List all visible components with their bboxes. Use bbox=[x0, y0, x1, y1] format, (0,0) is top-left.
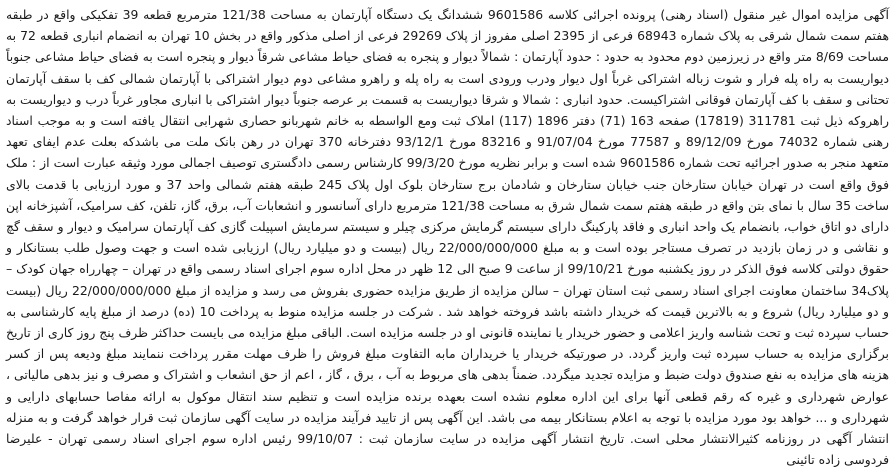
notice-body-text: آگهی مزایده اموال غیر منقول (اسناد رهنی) پرونده اجرائی کلاسه 9601586 ششدانگ یک دستگاه آپارتمان به مساحت 121/38 مترمربع قطعه 39 تفکیکی واقع در طبقه هفتم سمت شمال شرقی به پلاک شماره 68943 فرعی از 2395 اصلی مفروز از پلاک 29269 فرعی از اصلی مذکور واقع در بخش 10 تهران به انضمام انباری قطعه 72 به مساحت 8/69 متر واقع در زیرزمین دوم محدود به حدود : حدود آپارتمان : شمالاً دیوار و پنجره به فضای حیاط مشاعی شرقاً دیوار و پنجره است به فضای حیاط مشاعی جنوباً دیواریست به راه پله فرار و شوت زباله اشتراکی غرباً اول دیوار ودرب ورودی است به راه پله و راهرو مشاعی دوم دیوار اشتراکی با آپارتمان شمالی کف با سقف آپارتمان تحتانی و سقف با کف آپارتمان فوقانی اشتراکیست. حدود انباری : شمالا و شرقا دیواریست به قسمت بر عرصه جنوباً دیوار اشتراکی با انباری مجاور غرباً درب و دیواریست به راهروکه ذیل ثبت 311781 (17819) صفحه 163 (71) دفتر 1896 (117) املاک ثبت ومع الواسطه به خانم شهربانو حصاری شهرابی انتقال یافته است و به موجب اسناد رهنی شماره 74032 مورخ 89/12/09 و 77587 مورخ 91/07/04 و 83216 مورخ 93/12/1 دفترخانه 370 تهران در رهن بانک ملت می باشدکه بعلت عدم ایفای تعهد متعهد منجر به صدور اجرائیه تحت شماره 9601586 شده است و برابر نظریه مورخ 99/3/20 کارشناس رسمی دادگستری توصیف اجمالی مورد وثیقه عبارت است از : ملک فوق واقع است در تهران خیابان ستارخان جنب خیابان ستارخان و شادمان برج ستارخان بلوک اول پلاک 245 طبقه هفتم شمالی واحد 37 و مورد ارزیابی با قدمت بالای ساخت 35 سال با نمای بتن واقع در طبقه هفتم سمت شمال شرق به مساحت 121/38 مترمربع دارای آسانسور و انشعابات آب، برق، گاز، تلفن، کف سرامیک، آشپزخانه اپن دارای دو اتاق خواب، بانضمام یک واحد انباری و فاقد پارکینگ دارای سیستم گرمایش مرکزی چیلر و سیستم سرمایش اسپیلت گازی کف آپارتمان سرامیک و دیوار و سقف گچ و نقاشی و در زمان بازدید در تصرف مستاجر بوده است و به مبلغ 22/000/000/000 ریال (بیست و دو میلیارد ریال) ارزیابی شده است و جهت وصول طلب بستانکار و حقوق دولتی کلاسه فوق الذکر در روز یکشنبه مورخ 99/10/21 از ساعت 9 صبح الی 12 ظهر در محل اداره سوم اجرای اسناد رسمی واقع در تهران – چهارراه جهان کودک – پلاک34 ساختمان معاونت اجرای اسناد رسمی ثبت استان تهران – سالن مزایده از طریق مزایده حضوری بفروش می رسد و مزایده از مبلغ 22/000/000/000 ریال (بیست و دو میلیارد ریال) شروع و به بالاترین قیمت که خریدار داشته باشد فروخته خواهد شد . شرکت در جلسه مزایده منوط به پرداخت 10 (ده) درصد از مبلغ پایه کارشناسی به حساب سپرده ثبت و تحت شناسه واریز اعلامی و حضور خریدار یا نماینده قانونی او در جلسه مزایده است. الباقی مبلغ مزایده می بایست حداکثر ظرف پنج روز کاری از تاریخ برگزاری مزایده به حساب سپرده ثبت واریز گردد. در صورتیکه خریدار یا خریداران مابه التفاوت مبلغ فروش را ظرف مهلت مقرر پرداخت ننمایند مبلغ ودیعه پس از کسر هزینه های مزایده به نفع صندوق دولت ضبط و مزایده تجدید میگردد. ضمناً بدهی های مربوط به آب ، برق ، گاز ، اعم از حق انشعاب و اشتراک و مصرف و نیز بدهی مالیاتی ، عوارض شهرداری و غیره که رقم قطعی آنها برای این اداره معلوم نشده است بعهده برنده مزایده است و تنظیم سند انتقال موکول به ارائه مفاصا حسابهای دارایی و شهرداری و ... خواهد بود مورد مزایده با توجه به اعلام بستانکار بیمه می باشد. این آگهی پس از تایید فرآیند مزایده در سایت آگهی سازمان ثبت قرار خواهد گرفت و به منزله انتشار آگهی در روزنامه کثیرالانتشار محلی است. تاریخ انتشار آگهی مزایده در سایت سازمان ثبت : 99/10/07 رئیس اداره سوم اجرای اسناد رسمی تهران - علیرضا فردوسی زاده تائینی bbox=[6, 7, 890, 468]
